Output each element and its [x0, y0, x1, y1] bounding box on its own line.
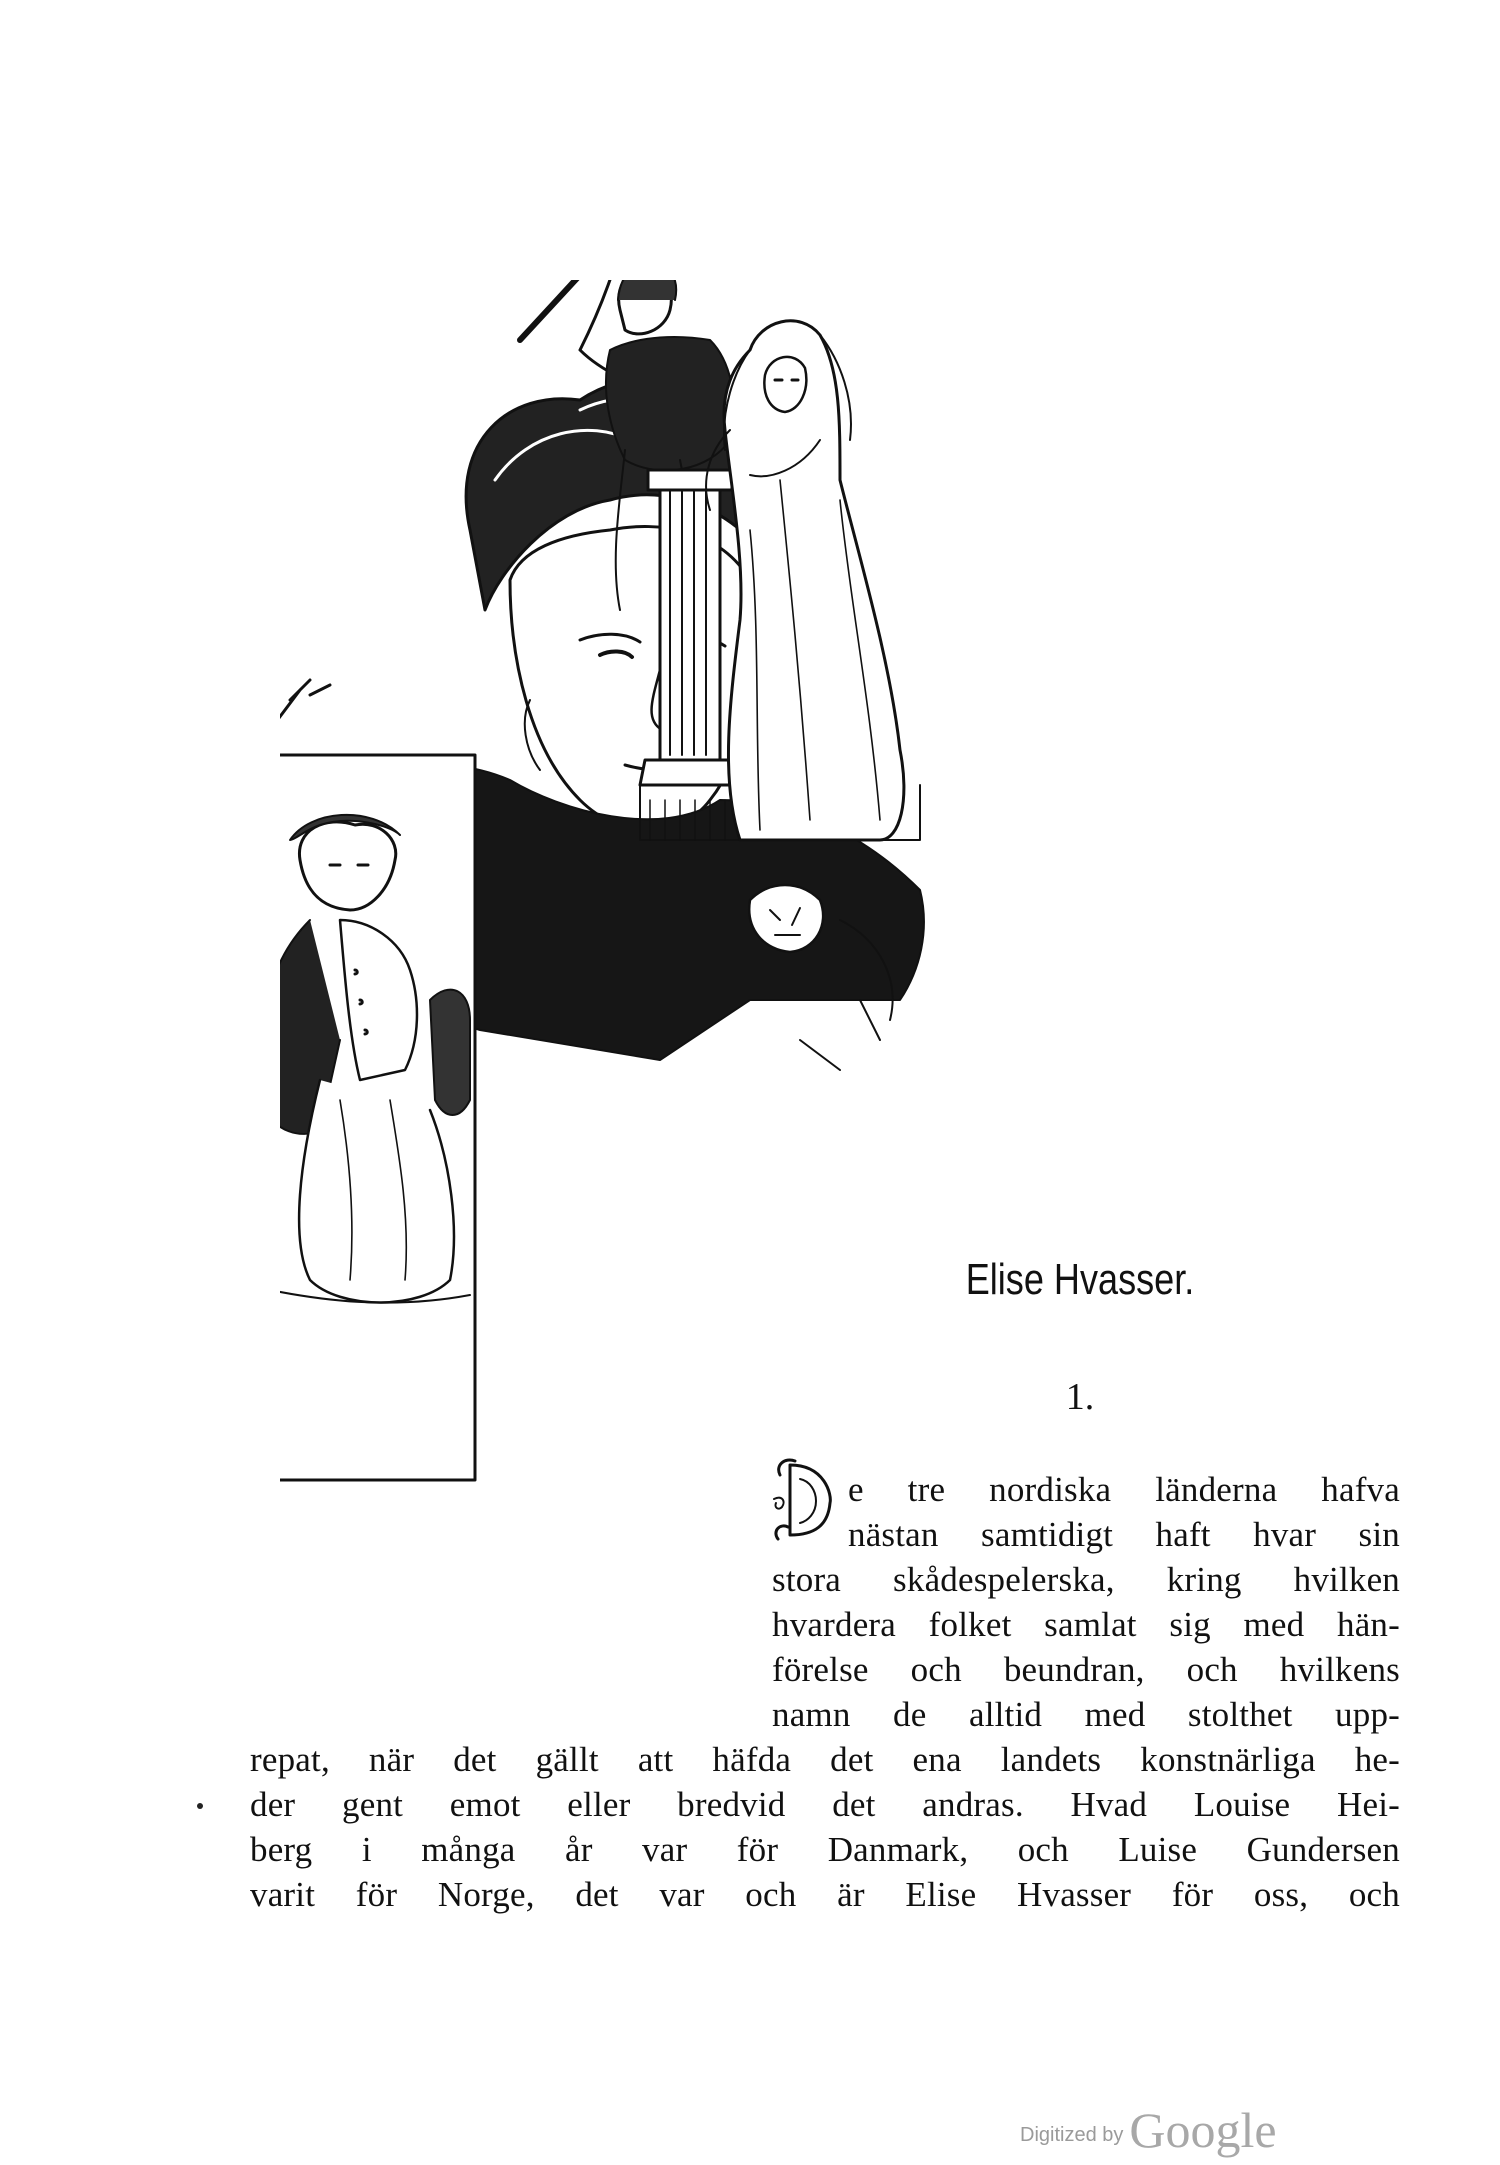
- veiled-woman-figure: [724, 321, 904, 840]
- text-line: repat, när det gällt att häfda det ena landets konstnärliga he-: [250, 1740, 1400, 1779]
- section-number: 1.: [1065, 1376, 1095, 1418]
- text-line: hvardera folket samlat sig med hän-: [772, 1605, 1400, 1644]
- text-line: varit för Norge, det var och är Elise Hvasser för oss, och: [250, 1875, 1400, 1914]
- chapter-title: Elise Hvasser.: [965, 1255, 1195, 1304]
- text-line: nästan samtidigt haft hvar sin: [848, 1515, 1400, 1554]
- drop-cap-ornament: [770, 1455, 840, 1547]
- text-line: e tre nordiska länderna hafva: [848, 1470, 1400, 1509]
- text-line: berg i många år var för Danmark, och Luise Gundersen: [250, 1830, 1400, 1869]
- ink-speck: [197, 1803, 203, 1809]
- watermark-brand: Google: [1129, 2102, 1277, 2158]
- text-line: namn de alltid med stolthet upp-: [772, 1695, 1400, 1734]
- artist-monogram: [280, 680, 330, 730]
- text-line: förelse och beundran, och hvilkens: [772, 1650, 1400, 1689]
- watermark-prefix: Digitized by: [1020, 2124, 1124, 2146]
- text-line: der gent emot eller bredvid det andras. Hvad Louise Hei-: [250, 1785, 1400, 1824]
- digitization-watermark: [1020, 2095, 1340, 2158]
- text-line: stora skådespelerska, kring hvilken: [772, 1560, 1400, 1599]
- drop-cap-letter: D: [796, 1477, 825, 1522]
